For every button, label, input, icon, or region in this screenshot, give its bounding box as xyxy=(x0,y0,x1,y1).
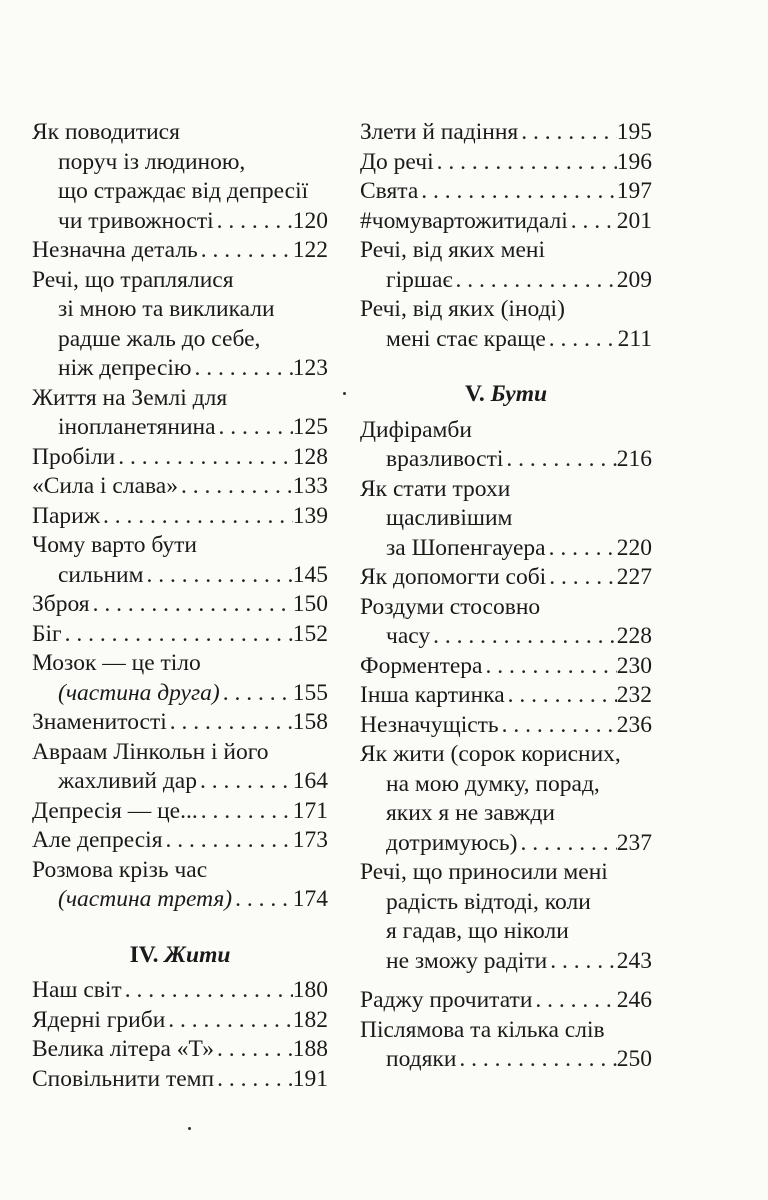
toc-entry-title: мені стає краще xyxy=(386,325,546,352)
dot-leader xyxy=(532,986,616,1016)
page-number: 197 xyxy=(616,178,652,204)
page-number: 155 xyxy=(292,679,328,706)
section-heading-v xyxy=(360,380,652,410)
toc-entry xyxy=(32,708,328,738)
toc-entry-title: Речі, від яких мені xyxy=(360,237,545,263)
toc-entry-title: Депресія — це... xyxy=(32,797,198,824)
toc-entry-title: яких я не завжди xyxy=(386,800,555,826)
toc-entry-title: сильним xyxy=(58,561,144,588)
toc-entry-title: Ядерні гриби xyxy=(32,1006,166,1033)
page-number: 164 xyxy=(292,768,328,794)
page-number: 196 xyxy=(616,148,652,175)
toc-entry-last-line xyxy=(360,563,652,593)
dot-leader xyxy=(178,472,293,502)
toc-entry-line xyxy=(32,531,328,561)
toc-entry xyxy=(32,236,328,266)
page-number: 211 xyxy=(617,325,652,352)
toc-entry xyxy=(32,620,328,650)
toc-entry-line xyxy=(32,325,328,355)
dot-leader xyxy=(220,679,293,709)
toc-entry xyxy=(32,1065,328,1095)
toc-entry xyxy=(360,236,652,295)
toc-entry-last-line xyxy=(32,207,328,237)
dot-leader xyxy=(143,561,292,591)
toc-entry-title: Мозок — це тіло xyxy=(32,650,201,676)
toc-entry-title: Речі, від яких (іноді) xyxy=(360,296,565,322)
page-number: 220 xyxy=(616,534,652,561)
page-number: 152 xyxy=(292,620,328,647)
toc-entry xyxy=(32,384,328,443)
toc-entry-title: Біг xyxy=(32,620,62,647)
toc-entries-closing xyxy=(360,986,652,1075)
toc-entry xyxy=(32,649,328,708)
dot-leader xyxy=(198,797,293,827)
toc-entry-last-line xyxy=(32,679,328,709)
dot-leader xyxy=(434,148,617,178)
toc-entry xyxy=(360,740,652,858)
toc-entry xyxy=(32,590,328,620)
toc-entry xyxy=(360,416,652,475)
page-number: 158 xyxy=(292,709,328,735)
toc-entry-line xyxy=(360,295,652,325)
toc-entry-title: зі мною та викликали xyxy=(58,296,275,322)
page-number: 230 xyxy=(616,652,652,679)
toc-entry-last-line xyxy=(360,711,652,741)
page-number: 232 xyxy=(616,682,652,708)
page-number: 195 xyxy=(616,119,652,145)
toc-entry-title: (частина друга) xyxy=(58,679,220,706)
toc-entry-last-line xyxy=(360,177,652,207)
toc-entry-title: Речі, що приносили мені xyxy=(360,859,608,885)
toc-entry-line xyxy=(360,593,652,623)
page-number: 150 xyxy=(292,591,328,617)
toc-entry-title: Як стати трохи xyxy=(360,475,511,502)
toc-entry-title: Як жити (сорок корисних, xyxy=(360,741,621,767)
toc-entry-last-line xyxy=(32,413,328,443)
section-number: V. xyxy=(464,381,485,407)
toc-entry xyxy=(32,531,328,590)
dot-leader xyxy=(517,829,616,859)
dot-leader xyxy=(482,652,616,682)
toc-entry-line xyxy=(32,266,328,296)
dot-leader xyxy=(456,1045,616,1075)
toc-entry-title: жахливий дар xyxy=(58,768,197,794)
toc-entry-title: Дифірамби xyxy=(360,416,472,443)
toc-entry-line xyxy=(32,384,328,414)
toc-entry-line xyxy=(32,738,328,768)
toc-entry xyxy=(360,1016,652,1075)
dot-leader xyxy=(547,947,617,977)
toc-entry-title: Розмова крізь час xyxy=(32,856,208,883)
toc-entry-title: Зброя xyxy=(32,591,90,617)
toc-entry-title: дотримуюсь) xyxy=(386,829,518,856)
toc-entry-title: Форментера xyxy=(360,652,483,679)
page-number: 122 xyxy=(292,237,328,263)
toc-entry-title: Свята xyxy=(360,178,419,204)
toc-entry-title: вразливості xyxy=(386,446,504,472)
dot-leader xyxy=(167,708,293,738)
toc-entry xyxy=(360,681,652,711)
section-heading-iv xyxy=(32,941,328,971)
toc-entry-title: ніж депресію xyxy=(58,355,192,381)
dot-leader xyxy=(232,885,293,915)
toc-entry-title: Життя на Землі для xyxy=(32,384,228,411)
toc-entry-line xyxy=(32,295,328,325)
page-number: 180 xyxy=(292,977,328,1003)
toc-entry-title: Як допомогти собі xyxy=(360,564,547,590)
toc-entry-title: До речі xyxy=(360,148,434,175)
dot-leader xyxy=(568,207,617,237)
toc-entry-title: на мою думку, порад, xyxy=(386,770,600,797)
toc-entry xyxy=(32,118,328,236)
toc-entry xyxy=(360,858,652,976)
toc-entry xyxy=(360,148,652,178)
page-number: 216 xyxy=(616,446,652,472)
toc-entry-last-line xyxy=(32,1035,328,1065)
dot-leader xyxy=(216,413,293,443)
toc-entry-title: Речі, що траплялися xyxy=(32,266,234,293)
toc-entry-title: Париж xyxy=(32,502,100,529)
dot-leader xyxy=(100,502,293,532)
page-number: 209 xyxy=(616,266,652,293)
dot-leader xyxy=(518,118,617,148)
toc-entry-last-line xyxy=(32,472,328,502)
toc-entry-last-line xyxy=(360,986,652,1016)
dot-leader xyxy=(546,325,618,355)
page-number: 236 xyxy=(616,711,652,738)
dot-leader xyxy=(191,354,292,384)
toc-entry-title: часу xyxy=(386,623,431,649)
dot-leader xyxy=(163,826,293,856)
toc-entry-line xyxy=(360,1016,652,1046)
toc-entry-line xyxy=(360,799,652,829)
section-title: Бути xyxy=(490,381,548,407)
toc-entry-line xyxy=(360,504,652,534)
toc-entry-title: подяки xyxy=(386,1046,457,1072)
dot-leader xyxy=(115,443,292,473)
page-number: 174 xyxy=(292,886,328,912)
print-speck xyxy=(188,1127,191,1130)
page-number: 139 xyxy=(292,502,328,529)
toc-entry-line xyxy=(360,475,652,505)
dot-leader xyxy=(62,620,293,650)
page-number: 228 xyxy=(616,623,652,649)
toc-entry-title: #чомувартожитидалі xyxy=(360,207,568,234)
dot-leader xyxy=(197,767,293,797)
toc-entry-title: що страждає від депресії xyxy=(58,178,309,204)
toc-entry-title: поруч із людиною, xyxy=(58,148,246,175)
page-number: 128 xyxy=(292,443,328,470)
toc-entry-last-line xyxy=(360,829,652,859)
toc-entry-line xyxy=(360,236,652,266)
toc-entry-last-line xyxy=(360,652,652,682)
toc-entry-title: Авраам Лінкольн і його xyxy=(32,738,269,765)
section-number: IV. xyxy=(129,941,159,968)
toc-entry-title: Пробіли xyxy=(32,443,116,470)
page-number: 173 xyxy=(292,827,328,853)
toc-entry-last-line xyxy=(360,1045,652,1075)
toc-entry-title: Але депресія xyxy=(32,827,163,853)
toc-entry xyxy=(32,443,328,473)
dot-leader xyxy=(418,177,616,207)
toc-entry xyxy=(360,563,652,593)
page-number: 188 xyxy=(292,1036,328,1062)
toc-entry xyxy=(360,177,652,207)
toc-entry-title: Знаменитості xyxy=(32,709,167,735)
toc-entry-title: Раджу прочитати xyxy=(360,987,533,1013)
dot-leader xyxy=(503,445,616,475)
toc-entry-title: Як поводитися xyxy=(32,119,180,145)
page-number: 243 xyxy=(616,947,652,974)
toc-entry xyxy=(32,472,328,502)
toc-entry-title: гіршає xyxy=(386,266,453,293)
toc-entry-line xyxy=(360,858,652,888)
toc-entry-last-line xyxy=(32,443,328,473)
toc-entries-section-iv xyxy=(32,976,328,1094)
toc-entry-last-line xyxy=(360,622,652,652)
toc-entry-last-line xyxy=(32,708,328,738)
toc-entry xyxy=(360,207,652,237)
dot-leader xyxy=(505,681,617,711)
dot-leader xyxy=(214,1065,293,1095)
toc-entry xyxy=(32,826,328,856)
page-number: 120 xyxy=(292,207,328,234)
section-title: Жити xyxy=(164,941,231,968)
page-number: 250 xyxy=(616,1046,652,1072)
toc-entry-last-line xyxy=(32,1006,328,1036)
toc-entry-title: інопланетянина xyxy=(58,414,216,440)
toc-entry-title: Чому варто бути xyxy=(32,532,197,558)
toc-entry-line xyxy=(32,118,328,148)
toc-entry-last-line xyxy=(32,620,328,650)
page-number: 201 xyxy=(616,207,652,234)
toc-entries-section-v xyxy=(360,416,652,977)
toc-entry-last-line xyxy=(360,445,652,475)
toc-entry-last-line xyxy=(360,681,652,711)
toc-entry-last-line xyxy=(32,1065,328,1095)
toc-entry-line xyxy=(32,649,328,679)
toc-entry-title: Інша картинка xyxy=(360,682,505,708)
toc-entry-line xyxy=(360,416,652,446)
toc-entry-last-line xyxy=(32,885,328,915)
toc-entry-title: Наш світ xyxy=(32,977,122,1003)
toc-entry-last-line xyxy=(360,325,652,355)
toc-entry-last-line xyxy=(360,947,652,977)
toc-entry xyxy=(360,295,652,354)
toc-entry xyxy=(360,986,652,1016)
toc-entry-last-line xyxy=(360,266,652,296)
toc-column-left xyxy=(32,118,328,1094)
toc-entry-last-line xyxy=(32,767,328,797)
toc-entry-line xyxy=(360,888,652,918)
toc-entry-line xyxy=(32,177,328,207)
toc-entry xyxy=(360,118,652,148)
dot-leader xyxy=(122,976,293,1006)
toc-entry-last-line xyxy=(32,236,328,266)
toc-entry-last-line xyxy=(32,502,328,532)
toc-entry-title: радше жаль до себе, xyxy=(58,325,261,352)
page-number: 133 xyxy=(292,473,328,499)
page-number: 237 xyxy=(616,829,652,856)
toc-entry xyxy=(32,797,328,827)
toc-entry-title: я гадав, що ніколи xyxy=(386,918,569,944)
print-speck xyxy=(343,392,346,395)
toc-entry xyxy=(32,502,328,532)
toc-entry xyxy=(32,1035,328,1065)
dot-leader xyxy=(499,711,617,741)
toc-entries-right xyxy=(360,118,652,354)
page-number: 227 xyxy=(616,564,652,590)
toc-entry-title: не зможу радіти xyxy=(386,947,548,974)
toc-entry-title: «Сила і слава» xyxy=(32,473,178,499)
dot-leader xyxy=(90,590,293,620)
toc-entry xyxy=(32,266,328,384)
dot-leader xyxy=(214,1035,293,1065)
dot-leader xyxy=(214,207,293,237)
toc-entry-last-line xyxy=(32,561,328,591)
toc-entry xyxy=(32,738,328,797)
toc-entry xyxy=(360,652,652,682)
toc-entries-left xyxy=(32,118,328,915)
toc-entry-title: (частина третя) xyxy=(58,886,233,912)
toc-entry-line xyxy=(360,770,652,800)
dot-leader xyxy=(546,534,617,564)
toc-entry-title: Незначна деталь xyxy=(32,237,198,263)
toc-entry-line xyxy=(32,856,328,886)
page-number: 246 xyxy=(616,987,652,1013)
toc-entry-last-line xyxy=(32,590,328,620)
toc-entry-last-line xyxy=(360,148,652,178)
toc-entry-title: чи тривожності xyxy=(58,207,214,234)
toc-entry-title: Велика літера «Т» xyxy=(32,1036,215,1062)
dot-leader xyxy=(198,236,293,266)
toc-entry xyxy=(32,1006,328,1036)
toc-entry-title: Роздуми стосовно xyxy=(360,593,541,620)
page-number: 171 xyxy=(292,797,328,824)
toc-entry-last-line xyxy=(360,118,652,148)
toc-entry-last-line xyxy=(32,826,328,856)
page-number: 191 xyxy=(292,1065,328,1092)
toc-entry-title: Злети й падіння xyxy=(360,119,519,145)
toc-entry-title: Незначущість xyxy=(360,711,499,738)
toc-entry xyxy=(360,475,652,564)
toc-entry xyxy=(32,976,328,1006)
toc-entry-last-line xyxy=(32,976,328,1006)
toc-entry xyxy=(32,856,328,915)
spacer xyxy=(360,976,652,986)
page-number: 182 xyxy=(292,1006,328,1033)
toc-entry-title: за Шопенгауера xyxy=(386,534,546,561)
toc-entry-title: Сповільнити темп xyxy=(32,1065,215,1092)
page-number: 145 xyxy=(292,561,328,588)
toc-entry-last-line xyxy=(32,797,328,827)
dot-leader xyxy=(453,266,617,296)
toc-entry-last-line xyxy=(32,354,328,384)
toc-entry-line xyxy=(32,148,328,178)
dot-leader xyxy=(546,563,617,593)
dot-leader xyxy=(430,622,617,652)
toc-entry xyxy=(360,593,652,652)
toc-entry-line xyxy=(360,917,652,947)
page-number: 123 xyxy=(292,355,328,381)
toc-entry xyxy=(360,711,652,741)
dot-leader xyxy=(165,1006,292,1036)
toc-entry-line xyxy=(360,740,652,770)
toc-column-right xyxy=(360,118,652,1075)
toc-entry-title: радість відтоді, коли xyxy=(386,888,591,915)
toc-entry-last-line xyxy=(360,207,652,237)
toc-entry-title: Післямова та кілька слів xyxy=(360,1016,605,1043)
toc-entry-last-line xyxy=(360,534,652,564)
toc-entry-title: щасливішим xyxy=(386,505,513,531)
page-number: 125 xyxy=(292,414,328,440)
